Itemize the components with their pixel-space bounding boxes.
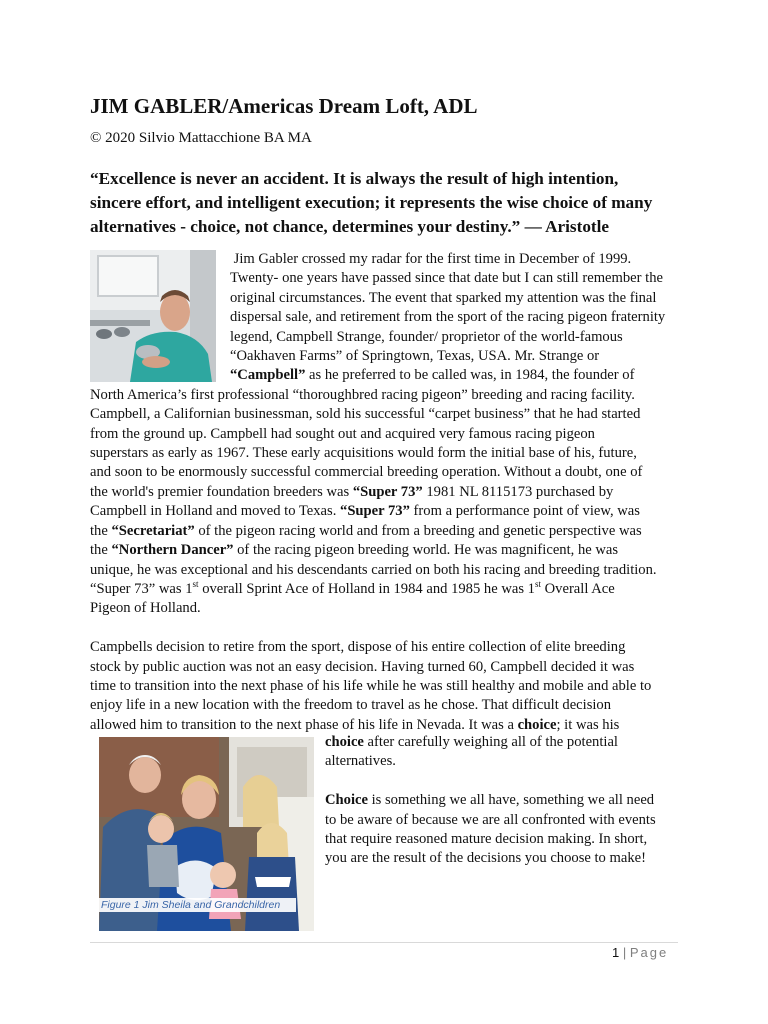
text-line: to be aware of because we are all confronted with events — [325, 811, 656, 828]
text-line: North America’s first professional “thoroughbred racing pigeon” breeding and racing facility. — [90, 386, 635, 403]
text-run: as he preferred to be called was, in 1984, the founder of — [305, 367, 635, 384]
text-line — [90, 483, 690, 502]
text-line — [325, 733, 685, 752]
text-line — [90, 580, 690, 599]
paragraph-gap — [90, 619, 690, 638]
text-line: you are the result of the decisions you choose to make! — [325, 850, 646, 867]
text-line — [90, 522, 690, 541]
copyright-line: © 2020 Silvio Mattacchione BA MA — [90, 130, 312, 146]
text-run: ; it was his — [556, 716, 620, 733]
text-line: from the ground up. Campbell had sought out and acquired very famous racing pigeon — [90, 425, 595, 442]
text-run: from a performance point of view, was — [409, 503, 640, 520]
text-line: legend, Campbell Strange, founder/ proprietor of the world-famous — [230, 328, 623, 345]
text-run: “Super 73” was 1 — [90, 580, 193, 597]
text-run: of the racing pigeon breeding world. He was magnificent, he was — [233, 542, 619, 559]
text-run: of the pigeon racing world and from a breeding and genetic perspective was — [194, 522, 642, 539]
page-footer — [612, 945, 668, 960]
text-line — [325, 791, 685, 810]
text-line — [90, 502, 690, 521]
quote-line: alternatives - choice, not chance, determines your destiny.” — Aristotle — [90, 217, 610, 236]
text-run: the — [90, 522, 112, 539]
text-line: Twenty- one years have passed since that date but I can still remember the — [230, 270, 663, 287]
text-run: the — [90, 542, 112, 559]
bold-run: “Super 73” — [352, 483, 423, 500]
text-run: overall Sprint Ace of Holland in 1984 and 1985 he was 1 — [198, 580, 535, 597]
text-line: enjoy life in a new location with the freedom to travel as he chose. That difficult decision — [90, 697, 612, 714]
text-line: stock by public auction was not an easy decision. Having turned 60, Campbell decided it was — [90, 658, 635, 675]
bold-run: choice — [517, 716, 557, 733]
text-line: Pigeon of Holland. — [90, 600, 201, 617]
bold-run: “Northern Dancer” — [111, 542, 234, 559]
aristotle-quote — [90, 167, 670, 239]
text-line — [90, 250, 690, 269]
text-line: that require reasoned mature decision making. In short, — [325, 831, 648, 848]
text-line: time to transition into the next phase of his life while he was still healthy and mobile and able to — [90, 677, 652, 694]
page-number: 1 — [612, 945, 620, 960]
text-run: allowed him to transition to the next phase of his life in Nevada. It was a — [90, 716, 518, 733]
bold-run: Choice — [325, 792, 368, 809]
figure-caption: Figure 1 Jim Sheila and Grandchildren — [99, 898, 296, 912]
text-line: Campbells decision to retire from the sport, dispose of his entire collection of elite breeding — [90, 639, 626, 656]
footer-separator: | — [619, 945, 630, 960]
text-line: unique, he was exceptional and his descendants carried on both his racing and breeding tradition. — [90, 561, 657, 578]
quote-line: “Excellence is never an accident. It is always the result of high intention, — [90, 169, 619, 188]
text-run: Jim Gabler crossed my radar for the first time in December of 1999. — [233, 251, 632, 267]
text-run: Overall Ace — [540, 580, 615, 597]
text-line: Campbell, a Californian businessman, sold his successful “carpet business” that he had started — [90, 406, 641, 423]
bold-run: “Super 73” — [340, 503, 410, 520]
text-line: dispersal sale, and retirement from the sport of the racing pigeon fraternity — [230, 309, 666, 326]
bold-run: choice — [325, 734, 364, 750]
text-line — [90, 541, 690, 560]
text-line: original circumstances. The event that sparked my attention was the final — [230, 289, 657, 306]
text-line: superstars as early as 1967. These early acquisitions would form the initial base of his, future, — [90, 445, 637, 462]
text-line: and soon to be enormously successful commercial breeding operation. Without a doubt, one of — [90, 464, 643, 481]
text-run: after carefully weighing all of the potential — [363, 734, 618, 750]
body-paragraph-1 — [90, 250, 690, 735]
text-line: “Oakhaven Farms” of Springtown, Texas, USA. Mr. Strange or — [230, 348, 600, 365]
superscript: st — [192, 579, 199, 590]
bold-run: “Secretariat” — [111, 522, 195, 539]
bold-run: “Campbell” — [230, 367, 306, 384]
text-run: 1981 NL 8115173 purchased by — [422, 483, 614, 500]
text-run: the world's premier foundation breeders was — [90, 483, 353, 500]
footer-divider — [90, 942, 678, 943]
page-label: Page — [629, 945, 669, 960]
text-run: is something we all have, something we all need — [367, 792, 655, 809]
text-line: alternatives. — [325, 753, 396, 770]
page-title: JIM GABLER/Americas Dream Loft, ADL — [90, 94, 478, 118]
text-line — [90, 366, 690, 385]
quote-line: sincere effort, and intelligent execution; it represents the wise choice of many — [90, 193, 653, 212]
paragraph-gap — [325, 772, 685, 791]
superscript: st — [534, 579, 541, 590]
right-column-text — [325, 733, 685, 869]
text-run: Campbell in Holland and moved to Texas. — [90, 503, 341, 520]
